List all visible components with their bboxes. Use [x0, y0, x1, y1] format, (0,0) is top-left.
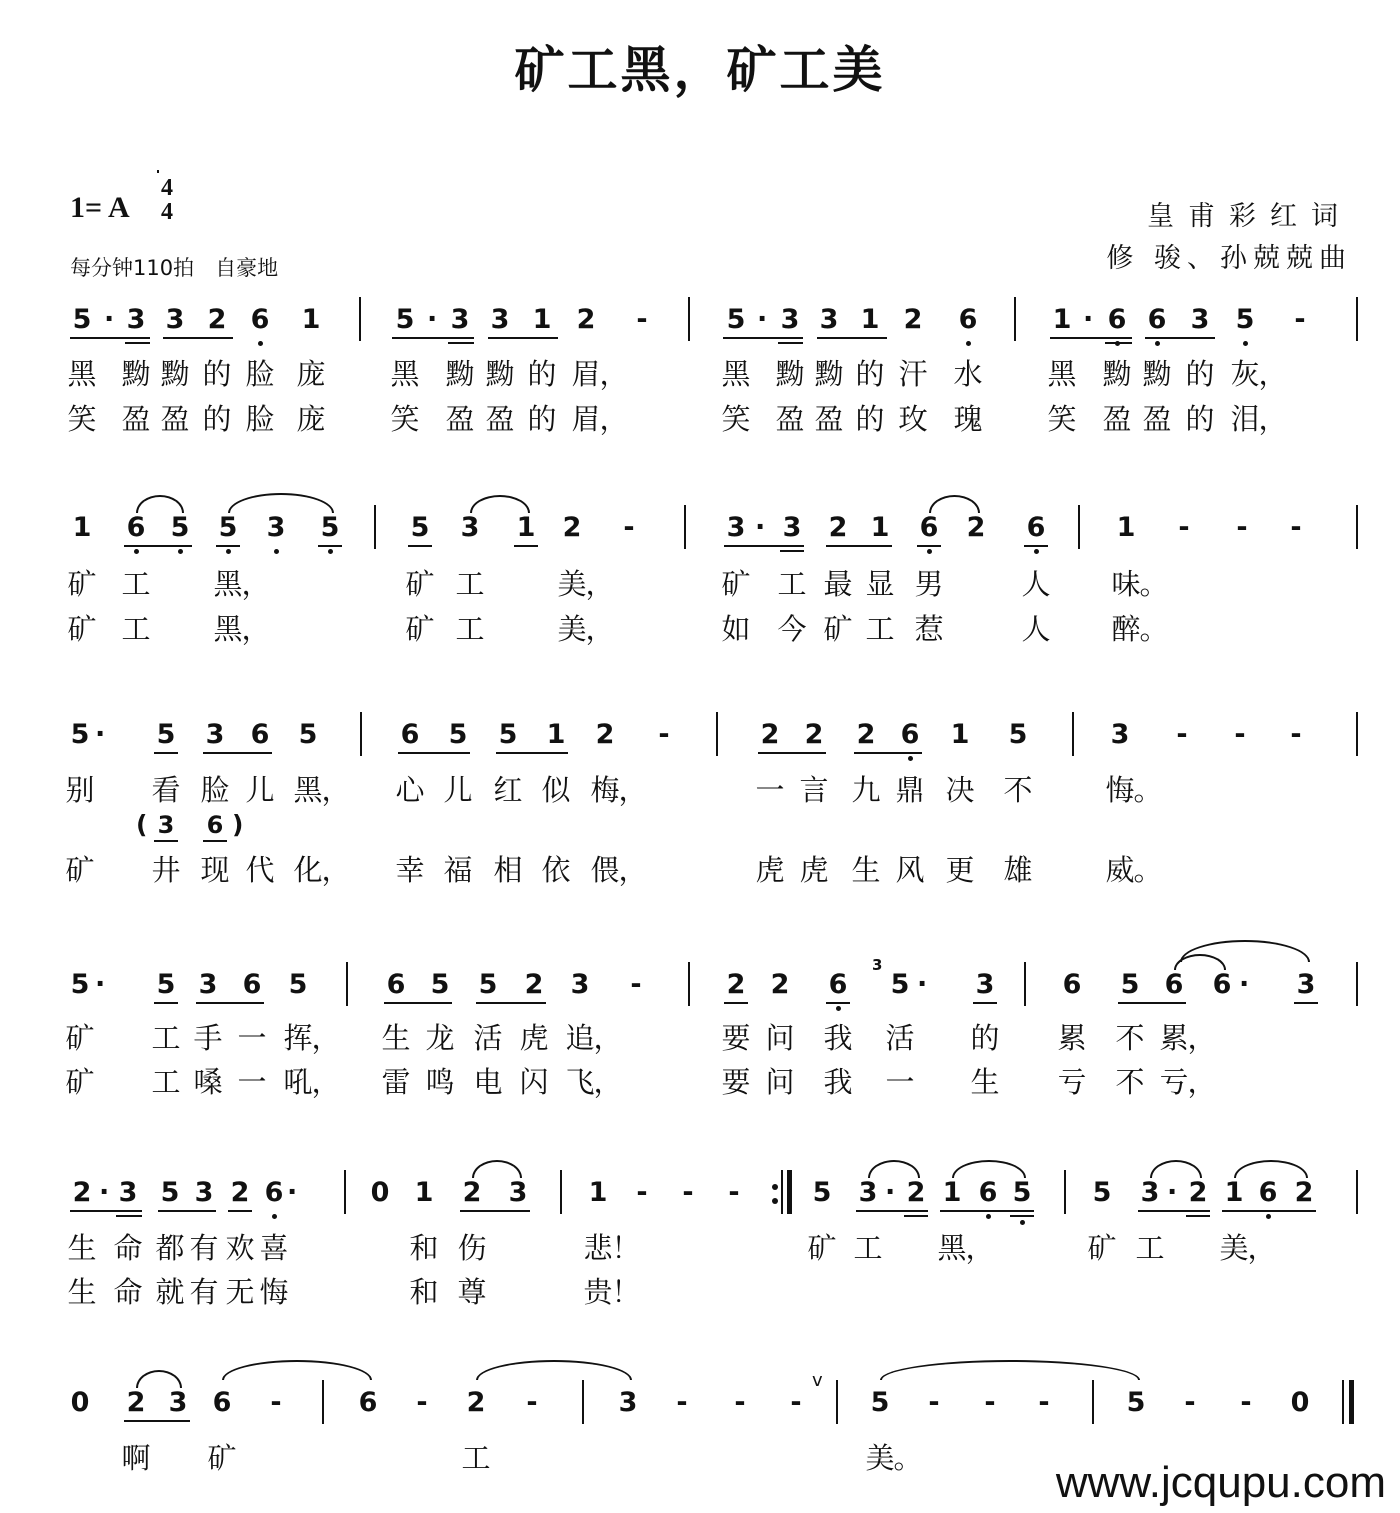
time-signature	[157, 176, 177, 224]
time-sig-bottom: 4	[161, 199, 173, 225]
lyrics-row-3-verse-2: 矿 井 现 代 化 ， 幸 福 相 依 偎 ， 虎 虎 生 风 更 雄 威 。	[65, 853, 1163, 887]
lyrics-row-2-verse-1: 矿 工 黑 ， 矿 工 美 ， 矿 工 最 显 男 人 味 。	[67, 567, 1169, 601]
lyrics-row-3-verse-1: 别 看 脸 儿 黑 ， 心 儿 红 似 梅 ， 一 言 九 鼎 决 不 悔 。	[65, 773, 1163, 807]
composer-credit: 修 骏、孙兢兢曲	[1106, 243, 1352, 274]
key-label: 1= A	[70, 191, 130, 224]
tempo-marking: 每分钟110拍 自豪地	[70, 256, 279, 280]
song-title: 矿工黑，矿工美	[514, 40, 886, 99]
lyrics-row-4-verse-2: 矿 工 嗓 一 吼 ， 雷 鸣 电 闪 飞 ， 要 问 我 一 生 亏 不 亏 ，	[65, 1065, 1217, 1099]
time-sig-top: 4	[161, 175, 173, 201]
lyrics-row-1-verse-1: 黑 黝 黝 的 脸 庞 黑 黝 黝 的 眉 ， 黑 黝 黝 的 汗 水 黑 黝 黝 的 灰 ，	[67, 357, 1288, 391]
lyrics-row-1-verse-2: 笑 盈 盈 的 脸 庞 笑 盈 盈 的 眉 ， 笑 盈 盈 的 玫 瑰 笑 盈 盈 的 泪 ，	[67, 402, 1288, 436]
lyrics-row-5-verse-2: 生 命 就 有 无 悔 和 尊 贵 ！	[67, 1275, 641, 1309]
lyrics-row-2-verse-2: 矿 工 黑 ， 矿 工 美 ， 如 今 矿 工 惹 人 醉 。	[67, 612, 1169, 646]
watermark: www.jcqupu.com	[1055, 1458, 1386, 1507]
lyricist-credit: 皇甫彩红词	[1147, 201, 1352, 232]
lyrics-row-4-verse-1: 矿 工 手 一 挥 ， 生 龙 活 虎 追 ， 要 问 我 活 的 累 不 累 ，	[65, 1021, 1217, 1055]
lyrics-row-5-verse-1: 生 命 都 有 欢 喜 和 伤 悲 ！ 矿 工 黑 ， 矿 工 美 ，	[67, 1231, 1277, 1265]
lyrics-row-6-verse-1: 啊 矿 工 美 。	[121, 1441, 923, 1475]
